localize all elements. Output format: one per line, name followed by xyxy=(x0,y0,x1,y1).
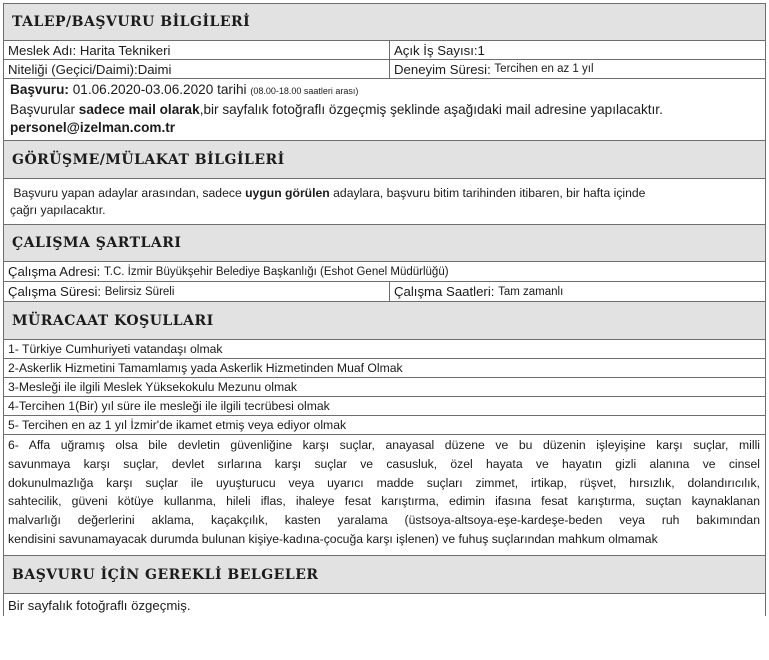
job-title-cell: Meslek Adı: Harita Teknikeri xyxy=(4,41,390,59)
requirement-4: 4-Tercihen 1(Bir) yıl süre ile mesleği ile ilgili tecrübesi olmak xyxy=(8,399,330,413)
application-dates-line xyxy=(10,81,759,101)
table-row xyxy=(4,262,765,282)
application-label: Başvuru: xyxy=(10,82,69,97)
experience-label: Deneyim Süresi: xyxy=(394,61,491,77)
requirement-1: 1- Türkiye Cumhuriyeti vatandaşı olmak xyxy=(8,342,223,356)
requirement-5: 5- Tercihen en az 1 yıl İzmir'de ikamet etmiş veya ediyor olmak xyxy=(8,418,347,432)
interview-text-rest: adaylara, başvuru bitim tarihinden itibaren, bir hafta içinde xyxy=(333,186,646,200)
method-emphasis: sadece mail olarak xyxy=(78,101,200,117)
work-hours-value: Tam zamanlı xyxy=(498,285,564,298)
experience-cell xyxy=(390,60,765,78)
section-header-gorusme xyxy=(4,141,765,179)
application-method-line xyxy=(10,101,759,120)
table-row xyxy=(4,60,765,79)
list-item xyxy=(4,359,765,378)
requirement-6 xyxy=(4,435,765,556)
section-header-muracaat xyxy=(4,302,765,340)
section-header-belgeler xyxy=(4,556,765,594)
email-line xyxy=(10,119,759,138)
requirement-6-line: kendisini savunamayacak durumda bulunan kişiye-kadına-çocuğa karşı işlenen) ve fuhuş suçlarından mahkum olmamak xyxy=(8,531,658,546)
interview-emphasis: uygun görülen xyxy=(245,186,330,200)
work-duration-label: Çalışma Süresi: xyxy=(8,284,102,299)
section-title: MÜRACAAT KOŞULLARI xyxy=(12,312,214,329)
documents-row xyxy=(4,594,765,616)
requirement-6-line: savunmaya karşı suçlar, devlet sırlarına karşı suçlar ve casusluk, özel hayata ve hayatın gizli alanına ve cinsel xyxy=(8,456,760,471)
nature-cell: Niteliği (Geçici/Daimi):Daimi xyxy=(4,60,390,78)
section-header-talep xyxy=(4,4,765,41)
requirement-6-line: sahtecilik, güveni kötüye kullanma, hileli iflas, ihaleye fesat karıştırma, edimin ifasına fesat karıştırma, suçtan kaynaklanan xyxy=(8,494,760,509)
section-title: TALEP/BAŞVURU BİLGİLERİ xyxy=(12,14,251,30)
list-item xyxy=(4,378,765,397)
application-dates: 01.06.2020-03.06.2020 tarihi xyxy=(72,82,247,97)
method-text: Başvurular xyxy=(10,101,75,117)
requirement-6-line: dokunulmazlığa karşı suçlar ile uyuşturucu veya uyarıcı madde suçları zimmet, irtikap, rüşvet, hırsızlık, dolandırıcılık, xyxy=(8,475,760,490)
section-title: BAŞVURU İÇİN GEREKLİ BELGELER xyxy=(12,566,319,583)
application-form xyxy=(3,3,766,616)
work-address-label: Çalışma Adresi: xyxy=(8,264,101,279)
interview-info-block xyxy=(4,179,765,225)
work-duration-cell xyxy=(4,282,390,301)
section-header-calisma xyxy=(4,225,765,262)
open-positions-cell: Açık İş Sayısı:1 xyxy=(394,42,485,58)
application-info-block xyxy=(4,79,765,141)
work-duration-value: Belirsiz Süreli xyxy=(104,285,175,298)
experience-value: Tercihen en az 1 yıl xyxy=(494,63,594,75)
application-hours: (08.00-18.00 saatleri arası) xyxy=(250,86,359,96)
work-hours-cell xyxy=(390,282,765,301)
work-hours-label: Çalışma Saatleri: xyxy=(394,284,495,299)
table-row xyxy=(4,282,765,302)
section-title: GÖRÜŞME/MÜLAKAT BİLGİLERİ xyxy=(12,151,285,168)
work-address-value: T.C. İzmir Büyükşehir Belediye Başkanlığı (Eshot Genel Müdürlüğü) xyxy=(104,265,449,278)
method-text-rest: ,bir sayfalık fotoğraflı özgeçmiş şeklinde aşağıdaki mail adresine yapılacaktır. xyxy=(199,101,663,117)
work-address-cell xyxy=(4,262,765,281)
requirement-6-line: malvarlığı değerlerini aklama, kaçakçılık, kasten yaralama (üstsoya-altsoya-eşe-kardeşe-beden veya ruh bakımından xyxy=(8,513,760,528)
list-item xyxy=(4,416,765,435)
section-title: ÇALIŞMA ŞARTLARI xyxy=(12,235,182,251)
interview-text: Başvuru yapan adaylar arasından, sadece xyxy=(13,186,242,200)
table-row xyxy=(4,41,765,60)
required-documents: Bir sayfalık fotoğraflı özgeçmiş. xyxy=(8,597,191,613)
list-item xyxy=(4,397,765,416)
contact-email: personel@izelman.com.tr xyxy=(10,120,176,135)
requirement-2: 2-Askerlik Hizmetini Tamamlamış yada Askerlik Hizmetinden Muaf Olmak xyxy=(8,361,403,375)
list-item xyxy=(4,340,765,359)
interview-line-2: çağrı yapılacaktır. xyxy=(10,203,106,217)
interview-line-1 xyxy=(10,185,759,202)
requirement-6-line: 6- Affa uğramış olsa bile devletin güvenliğine karşı suçlar, anayasal düzene ve bu düzenin işleyişine karşı suçlar, milli xyxy=(8,438,760,452)
requirement-3: 3-Mesleği ile ilgili Meslek Yüksekokulu Mezunu olmak xyxy=(8,380,298,394)
